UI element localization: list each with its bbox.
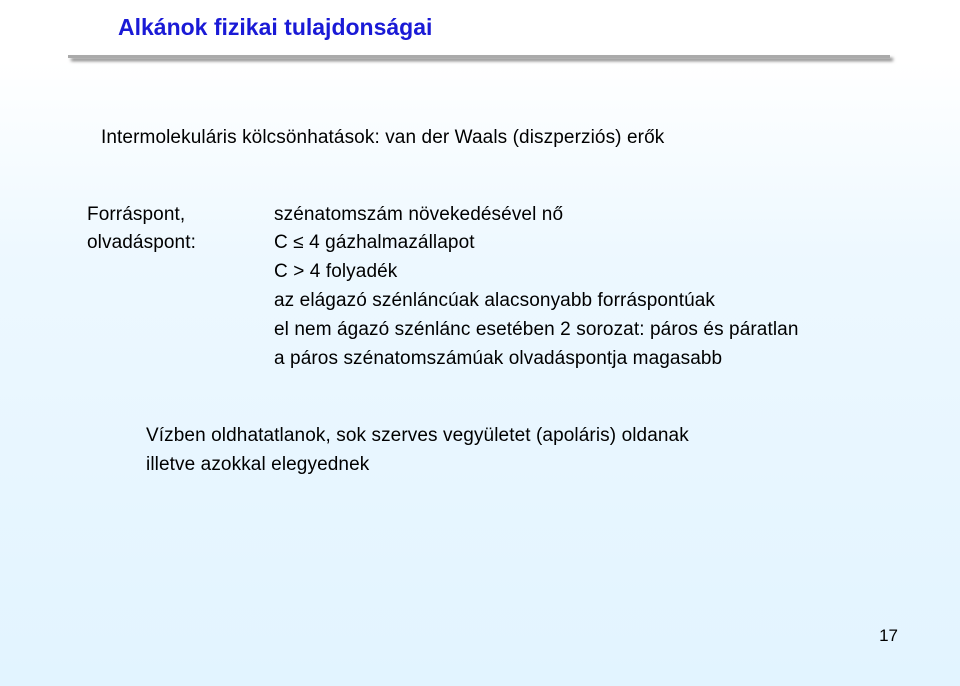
- property-point: a páros szénatomszámúak olvadáspontja magasabb: [274, 348, 723, 369]
- property-point: az elágazó szénláncúak alacsonyabb forráspontúak: [274, 290, 716, 311]
- property-point: C ≤ 4 gázhalmazállapot: [274, 232, 475, 253]
- melting-point-label: olvadáspont:: [87, 232, 196, 253]
- title-divider: [68, 55, 890, 58]
- intermolecular-forces-text: Intermolekuláris kölcsönhatások: van der Waals (diszperziós) erők: [101, 127, 665, 148]
- property-point: el nem ágazó szénlánc esetében 2 sorozat: páros és páratlan: [274, 319, 799, 340]
- boiling-point-label: Forráspont,: [87, 204, 186, 225]
- page-number: 17: [879, 626, 898, 645]
- slide-title: Alkánok fizikai tulajdonságai: [118, 14, 433, 40]
- property-point: szénatomszám növekedésével nő: [274, 204, 564, 225]
- solubility-text: Vízben oldhatatlanok, sok szerves vegyületet (apoláris) oldanak: [146, 425, 689, 446]
- solubility-text-continued: illetve azokkal elegyednek: [146, 454, 370, 475]
- property-point: C > 4 folyadék: [274, 261, 398, 282]
